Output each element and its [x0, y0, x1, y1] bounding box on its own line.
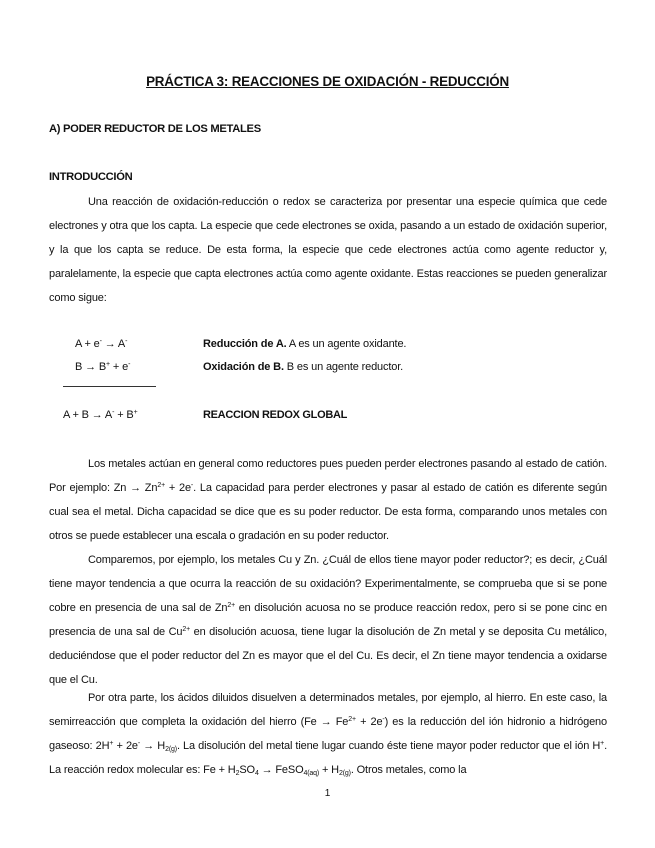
oxidation-equation: B → B+ + e-: [75, 361, 131, 373]
reduction-description: Reducción de A. A es un agente oxidante.: [203, 338, 407, 350]
page-title: PRÁCTICA 3: REACCIONES DE OXIDACIÓN - REDUCCIÓN: [146, 74, 509, 89]
global-equation: A + B → A- + B+: [63, 409, 138, 421]
intro-heading: INTRODUCCIÓN: [49, 171, 133, 183]
reduction-equation: A + e- → A-: [75, 338, 128, 350]
comparison-paragraph: Comparemos, por ejemplo, los metales Cu y Zn. ¿Cuál de ellos tiene mayor poder reductor?; es decir, ¿Cuál tiene mayor tendencia a que ocurra la reacción de su oxidación? Experimentalmente, se comprueba que si se pone cobre en presencia de una sal de $Zn^{2+}$ en disolución acuosa no se produce reacción redox, pero si se pone cinc en presencia de una sal de $Cu^{2+}$ en disolución acuosa, tiene lugar la disolución de Zn metal y se deposita Cu metálico, deduciéndose que el poder reductor del Zn es mayor que el del Cu. Es decir, el Zn tiene mayor tendencia a oxidarse que el Cu.: [49, 554, 607, 686]
metals-paragraph: Los metales actúan en general como reductores pues pueden perder electrones pasando al estado de catión. Por ejemplo: $Zn \to Zn^{2+} + 2e^-$. La capacidad para perder electrones y pasar al estado de catión es diferente según cual sea el metal. Dicha capacidad se dice que es su poder reductor. De esta forma, comparando unos metales con otros se puede establecer una escala o gradación en su poder reductor.: [49, 458, 607, 542]
oxidation-description: Oxidación de B. B es un agente reductor.: [203, 361, 404, 373]
equation-divider: [63, 386, 156, 387]
global-redox-label: REACCION REDOX GLOBAL: [203, 409, 348, 421]
acids-paragraph: Por otra parte, los ácidos diluidos disuelven a determinados metales, por ejemplo, al hierro. En este caso, la semirreacción que completa la oxidación del hierro $(Fe \to Fe^{2+} + 2e^-)$ es la reducción del ión hidronio a hidrógeno gaseoso: $2H^+ + 2e^- \to H_{2(g)}$. La disolución del metal tiene lugar cuando éste tiene mayor poder reductor que el ión H+. La reacción redox molecular es: $Fe + H_2SO_4$ → FeSO$_{4(aq)}$ + $H_{2(g)}$. Otros metales, como la: [49, 692, 607, 777]
intro-paragraph: Una reacción de oxidación-reducción o redox se caracteriza por presentar una especie química que cede electrones y otra que los capta. La especie que cede electrones se oxida, pasando a un estado de oxidación superior, y la que los capta se reduce. De esta forma, la especie que cede electrones actúa como agente reductor y, paralelamente, la especie que capta electrones actúa como agente oxidante. Estas reacciones se pueden generalizar como sigue:: [49, 196, 607, 304]
section-heading: A) PODER REDUCTOR DE LOS METALES: [49, 123, 261, 135]
page-number: 1: [324, 788, 331, 799]
